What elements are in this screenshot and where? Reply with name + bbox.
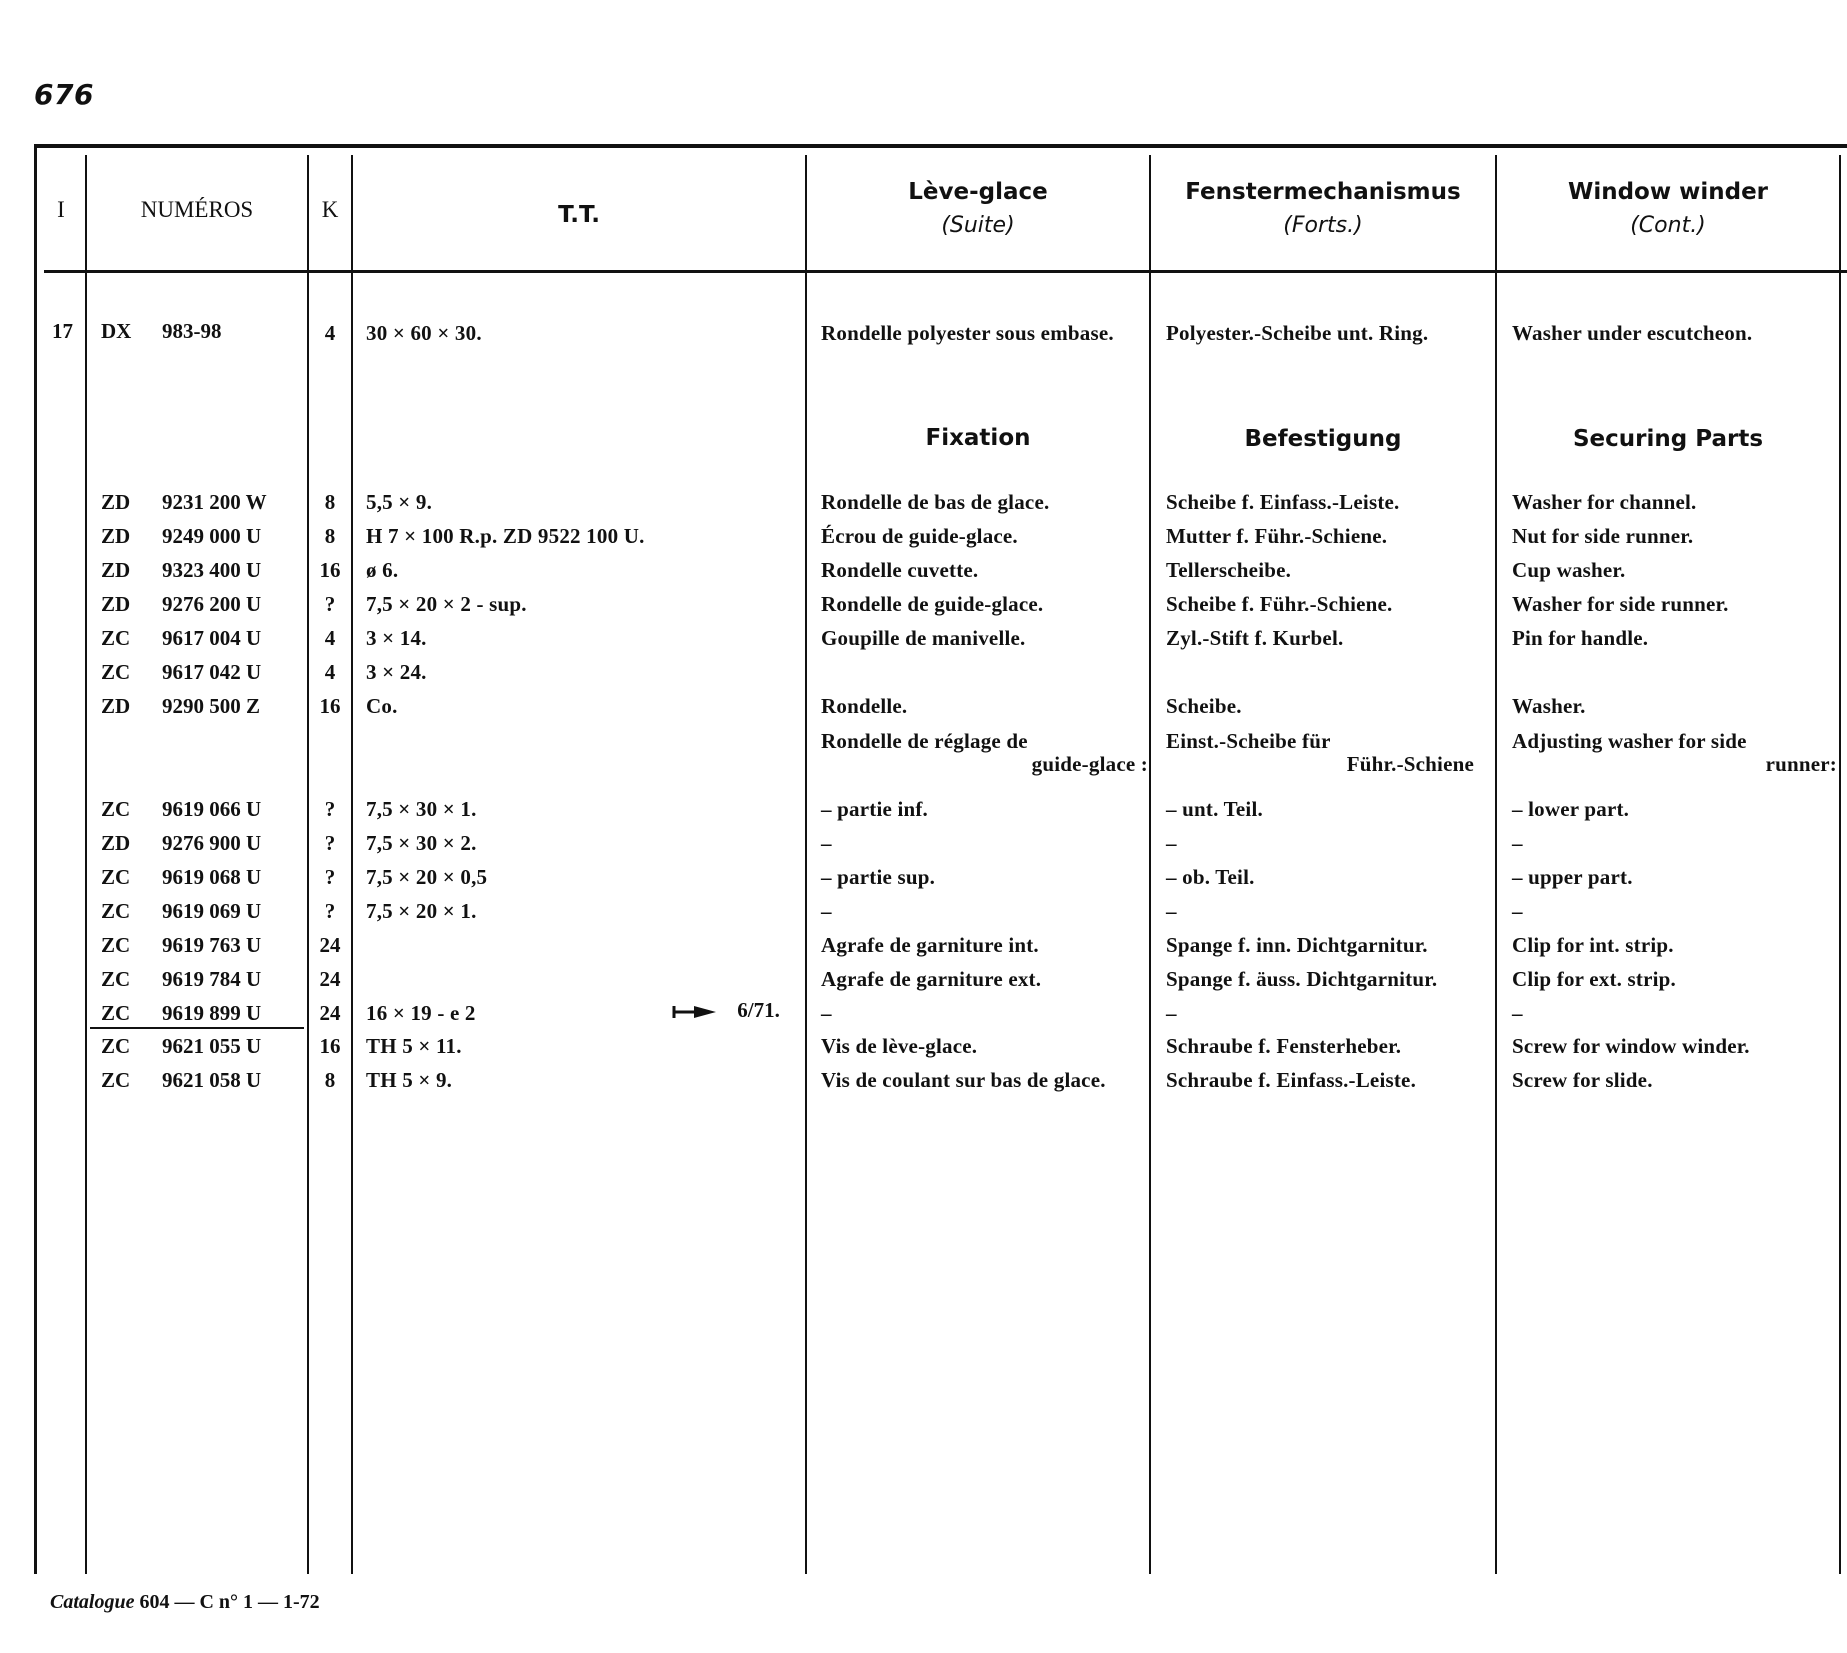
row-de: – ob. Teil.	[1166, 865, 1255, 889]
row-k: 8	[324, 490, 336, 514]
row-prefix: ZC	[101, 1068, 131, 1092]
row-prefix: ZC	[101, 660, 131, 684]
row-de: Schraube f. Fensterheber.	[1166, 1034, 1402, 1058]
row-tt: 5,5 × 9.	[366, 490, 433, 514]
row-index: 17	[52, 319, 73, 343]
row-de: –	[1166, 1001, 1177, 1025]
column-divider-i	[85, 155, 87, 1574]
row-de: Scheibe f. Einfass.-Leiste.	[1166, 490, 1400, 514]
row-en: – lower part.	[1512, 797, 1630, 821]
row-number: 9617 042 U	[162, 660, 262, 684]
row-fr: Rondelle.	[821, 694, 908, 718]
adjusting-en-line2: runner:	[1765, 752, 1837, 776]
arrow-note	[672, 998, 780, 1023]
arrow-right-icon	[672, 1004, 718, 1020]
row-number: 9621 058 U	[162, 1068, 262, 1092]
row-prefix: ZD	[101, 694, 131, 718]
row-fr: Rondelle de bas de glace.	[821, 490, 1050, 514]
row-number: 9617 004 U	[162, 626, 262, 650]
row-k: 4	[324, 321, 336, 345]
footer-reference: 604 — C n° 1 — 1-72	[139, 1591, 320, 1613]
row-fr: –	[821, 899, 832, 923]
row-tt: Co.	[366, 694, 398, 718]
header-de-subtitle: (Forts.)	[1283, 213, 1363, 238]
column-divider-right	[1839, 155, 1841, 1574]
row-fr: – partie sup.	[821, 865, 936, 889]
row-fr: Agrafe de garniture int.	[821, 933, 1039, 957]
adjusting-en-line1: Adjusting washer for side	[1512, 729, 1747, 753]
row-number: 9290 500 Z	[162, 694, 261, 718]
row-number: 9276 200 U	[162, 592, 262, 616]
row-en: Cup washer.	[1512, 558, 1626, 582]
row-en: Washer under escutcheon.	[1512, 321, 1753, 345]
row-k: ?	[324, 831, 336, 855]
row-prefix: ZD	[101, 490, 131, 514]
row-k: 4	[324, 626, 336, 650]
header-col-k	[309, 193, 351, 227]
top-rule	[34, 144, 1847, 148]
header-rule	[44, 270, 1847, 273]
row-en: –	[1512, 899, 1523, 923]
row-en: Washer for side runner.	[1512, 592, 1729, 616]
header-col-k-label: K	[321, 197, 339, 222]
row-en: Washer.	[1512, 694, 1586, 718]
row-de: Scheibe f. Führ.-Schiene.	[1166, 592, 1393, 616]
row-number: 983-98	[162, 319, 222, 343]
column-divider-de	[1495, 155, 1497, 1574]
footer-catalogue: Catalogue	[50, 1591, 135, 1613]
row-fr: Écrou de guide-glace.	[821, 524, 1018, 548]
header-col-fr	[807, 175, 1149, 243]
row-de: Zyl.-Stift f. Kurbel.	[1166, 626, 1344, 650]
row-fr: – partie inf.	[821, 797, 929, 821]
row-de: –	[1166, 831, 1177, 855]
row-k: 8	[324, 524, 336, 548]
row-fr: Rondelle de guide-glace.	[821, 592, 1044, 616]
row-fr: Vis de coulant sur bas de glace.	[821, 1068, 1106, 1092]
row-tt: TH 5 × 11.	[366, 1034, 462, 1058]
row-de: Spange f. inn. Dichtgarnitur.	[1166, 933, 1428, 957]
row-k: ?	[324, 797, 336, 821]
row-prefix: ZC	[101, 797, 131, 821]
row-prefix: ZD	[101, 558, 131, 582]
header-fr-subtitle: (Suite)	[941, 213, 1015, 238]
row-de: – unt. Teil.	[1166, 797, 1263, 821]
row-tt: TH 5 × 9.	[366, 1068, 453, 1092]
header-col-numeros	[87, 193, 307, 227]
row-tt: 7,5 × 20 × 1.	[366, 899, 477, 923]
column-divider-tt	[805, 155, 807, 1574]
header-col-tt-label: T.T.	[558, 202, 600, 228]
row-prefix: ZD	[101, 592, 131, 616]
row-k: 24	[319, 967, 341, 991]
page-number: 676	[34, 78, 94, 111]
row-en: Screw for window winder.	[1512, 1034, 1750, 1058]
row-de: –	[1166, 899, 1177, 923]
adjusting-de-line1: Einst.-Scheibe für	[1166, 729, 1331, 753]
row-de: Scheibe.	[1166, 694, 1242, 718]
row-en: Clip for int. strip.	[1512, 933, 1674, 957]
adjusting-fr-line2: guide-glace :	[1031, 752, 1148, 776]
header-col-en	[1497, 175, 1839, 243]
row-number: 9276 900 U	[162, 831, 262, 855]
row-k: 16	[319, 1034, 341, 1058]
row-k: 24	[319, 933, 341, 957]
header-col-i-label: I	[57, 197, 65, 222]
row-tt: 16 × 19 - e 2	[366, 1001, 476, 1025]
row-tt: 7,5 × 20 × 2 - sup.	[366, 592, 527, 616]
row-tt: 7,5 × 20 × 0,5	[366, 865, 488, 889]
group-separator-rule	[90, 1027, 304, 1029]
header-fr-title: Lève-glace	[908, 179, 1048, 205]
arrow-note-text: 6/71.	[737, 998, 780, 1022]
row-k: ?	[324, 592, 336, 616]
section-title-fr: Fixation	[925, 425, 1031, 451]
row-number: 9619 068 U	[162, 865, 262, 889]
row-en: Washer for channel.	[1512, 490, 1697, 514]
row-tt: 7,5 × 30 × 2.	[366, 831, 477, 855]
row-de: Mutter f. Führ.-Schiene.	[1166, 524, 1388, 548]
footer	[50, 1591, 320, 1614]
row-k: ?	[324, 899, 336, 923]
header-en-subtitle: (Cont.)	[1630, 213, 1706, 238]
row-number: 9619 899 U	[162, 1001, 262, 1025]
row-fr: Vis de lève-glace.	[821, 1034, 978, 1058]
row-k: 24	[319, 1001, 341, 1025]
column-divider-fr	[1149, 155, 1151, 1574]
row-de: Schraube f. Einfass.-Leiste.	[1166, 1068, 1417, 1092]
row-fr: –	[821, 1001, 832, 1025]
row-prefix: ZC	[101, 1034, 131, 1058]
column-divider-k	[351, 155, 353, 1574]
row-en: Nut for side runner.	[1512, 524, 1694, 548]
header-col-tt	[353, 198, 805, 232]
row-k: 4	[324, 660, 336, 684]
row-fr: Goupille de manivelle.	[821, 626, 1026, 650]
row-tt: 3 × 24.	[366, 660, 427, 684]
row-fr: –	[821, 831, 832, 855]
row-en: Screw for slide.	[1512, 1068, 1653, 1092]
row-tt: 30 × 60 × 30.	[366, 321, 482, 345]
row-en: –	[1512, 1001, 1523, 1025]
row-prefix: ZC	[101, 865, 131, 889]
row-prefix: ZD	[101, 524, 131, 548]
header-col-de	[1151, 175, 1495, 243]
row-k: ?	[324, 865, 336, 889]
adjusting-de-line2: Führ.-Schiene	[1346, 752, 1474, 776]
row-prefix: ZC	[101, 626, 131, 650]
row-de: Tellerscheibe.	[1166, 558, 1292, 582]
row-tt: 7,5 × 30 × 1.	[366, 797, 477, 821]
row-number: 9619 784 U	[162, 967, 262, 991]
row-prefix: ZC	[101, 933, 131, 957]
header-col-i	[37, 193, 85, 227]
row-fr: Agrafe de garniture ext.	[821, 967, 1042, 991]
row-tt: H 7 × 100 R.p. ZD 9522 100 U.	[366, 524, 645, 548]
row-en: – upper part.	[1512, 865, 1633, 889]
row-en: –	[1512, 831, 1523, 855]
row-number: 9621 055 U	[162, 1034, 262, 1058]
row-de: Polyester.-Scheibe unt. Ring.	[1166, 321, 1429, 345]
row-prefix: ZC	[101, 1001, 131, 1025]
row-en: Clip for ext. strip.	[1512, 967, 1677, 991]
row-number: 9323 400 U	[162, 558, 262, 582]
row-prefix: ZC	[101, 899, 131, 923]
row-number: 9619 763 U	[162, 933, 262, 957]
row-en: Pin for handle.	[1512, 626, 1649, 650]
row-number: 9231 200 W	[162, 490, 267, 514]
header-en-title: Window winder	[1567, 179, 1769, 205]
row-tt: 3 × 14.	[366, 626, 427, 650]
row-prefix: DX	[101, 319, 132, 343]
header-col-numeros-label: NUMÉROS	[140, 197, 254, 222]
row-fr: Rondelle cuvette.	[821, 558, 979, 582]
row-fr: Rondelle polyester sous embase.	[821, 321, 1114, 345]
row-k: 16	[319, 558, 341, 582]
header-de-title: Fenstermechanismus	[1185, 179, 1461, 205]
section-title-en: Securing Parts	[1572, 426, 1764, 452]
row-number: 9619 069 U	[162, 899, 262, 923]
section-title-de: Befestigung	[1244, 426, 1402, 452]
row-k: 8	[324, 1068, 336, 1092]
row-prefix: ZC	[101, 967, 131, 991]
row-k: 16	[319, 694, 341, 718]
adjusting-fr-line1: Rondelle de réglage de	[821, 729, 1028, 753]
row-de: Spange f. äuss. Dichtgarnitur.	[1166, 967, 1438, 991]
row-number: 9619 066 U	[162, 797, 262, 821]
row-tt: ø 6.	[366, 558, 399, 582]
row-number: 9249 000 U	[162, 524, 262, 548]
column-divider-left	[34, 144, 37, 1574]
row-prefix: ZD	[101, 831, 131, 855]
